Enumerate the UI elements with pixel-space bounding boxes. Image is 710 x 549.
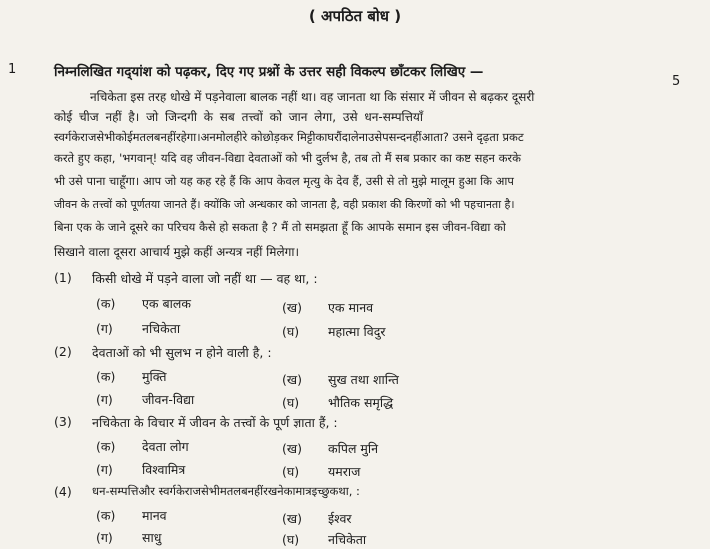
option-text: नचिकेता bbox=[328, 532, 367, 547]
instruction: निम्नलिखित गद्‌यांश को पढ़कर, दिए गए प्रश्नों के उत्तर सही विकल्प छाँटकर लिखिए — bbox=[54, 64, 484, 80]
passage-line: कोई चीज नहीं है। जो जिन्दगी के सब तत्त्वों को जान लेगा, उसे धन-सम्पत्तियाँ bbox=[54, 110, 423, 124]
passage-line: जीवन के तत्त्वों को पूर्णतया जानते हैं। क्योंकि जो अन्धकार को जानता है, वही प्रकाश की किरणों को भी पहचानता है। bbox=[54, 198, 515, 211]
option-text: साधु bbox=[142, 530, 162, 545]
option-text: महात्मा विदुर bbox=[328, 324, 386, 339]
option-label: (घ) bbox=[282, 395, 300, 410]
question-text: देवताओं को भी सुलभ न होने वाली है, : bbox=[92, 345, 272, 360]
option-label: (ग) bbox=[96, 392, 113, 407]
option-label: (ख) bbox=[282, 372, 302, 387]
option-label: (क) bbox=[96, 369, 116, 384]
option-label: (ख) bbox=[282, 441, 302, 456]
option-text: भौतिक समृद्धि bbox=[328, 395, 394, 410]
marks: 5 bbox=[672, 74, 681, 89]
passage-line: नचिकेता इस तरह धोखे में पड़नेवाला बालक नहीं था। वह जानता था कि संसार में जीवन से बढ़कर दूसरी bbox=[90, 90, 535, 104]
passage-line: भी उसे पाना चाहूँगा। आप जो यह कह रहे हैं कि आप केवल मृत्यु के देव हैं, उसी से तो मुझे मालूम हुआ कि आप bbox=[54, 174, 514, 188]
option-label: (क) bbox=[96, 508, 116, 523]
passage-line: सिखाने वाला दूसरा आचार्य मुझे कहीं अन्यत्र नहीं मिलेगा। bbox=[54, 245, 300, 259]
option-label: (क) bbox=[96, 296, 116, 311]
option-label: (ख) bbox=[282, 300, 302, 315]
section-heading: ( अपठित बोध ) bbox=[308, 7, 402, 25]
option-text: एक बालक bbox=[142, 296, 191, 311]
option-label: (ग) bbox=[96, 321, 113, 336]
option-label: (ग) bbox=[96, 530, 113, 545]
passage-line: बिना एक के जाने दूसरे का परिचय कैसे हो सकता है ? मैं तो समझता हूँ कि आपके समान इस जीवन-विद्या को bbox=[54, 220, 506, 234]
question-text: किसी धोखे में पड़ने वाला जो नहीं था — वह था, : bbox=[92, 271, 318, 286]
option-label: (घ) bbox=[282, 464, 300, 479]
question-text: नचिकेता के विचार में जीवन के तत्त्वों के पूर्ण ज्ञाता हैं, : bbox=[92, 415, 338, 430]
option-label: (ख) bbox=[282, 511, 302, 526]
question-number: (3) bbox=[54, 414, 72, 429]
passage-line: करते हुए कहा, 'भगवान्! यदि वह जीवन-विद्या देवताओं को भी दुर्लभ है, तब तो मैं सब प्रकार का कष्ट सहन करके bbox=[54, 151, 521, 165]
question-number: (2) bbox=[54, 344, 72, 359]
question-text: धन-सम्पत्तिऔर स्वर्गकेराजसेभीमतलबनहींरखनेकामात्रइच्छुकथा, : bbox=[92, 484, 360, 498]
option-label: (क) bbox=[96, 439, 116, 454]
option-text: एक मानव bbox=[328, 300, 374, 315]
option-text: सुख तथा शान्ति bbox=[328, 372, 399, 387]
option-label: (ग) bbox=[96, 462, 113, 477]
option-text: मुक्ति bbox=[142, 369, 167, 384]
question-number: 1 bbox=[8, 62, 17, 77]
option-text: मानव bbox=[142, 508, 167, 523]
option-text: ईश्वर bbox=[328, 511, 352, 526]
question-number: (1) bbox=[54, 270, 72, 285]
option-label: (घ) bbox=[282, 532, 300, 547]
option-text: यमराज bbox=[328, 464, 361, 479]
question-number: (4) bbox=[54, 484, 72, 499]
option-label: (घ) bbox=[282, 324, 300, 339]
option-text: नचिकेता bbox=[142, 321, 181, 336]
option-text: विश्वामित्र bbox=[142, 462, 186, 477]
option-text: कपिल मुनि bbox=[328, 441, 379, 456]
option-text: जीवन-विद्या bbox=[142, 392, 195, 407]
passage-line: स्वर्गकेराजसेभीकोईमतलबनहींरहेगा।अनमोलहीरे कोछोड़कर मिट्टीकाघरौंदालेनाउसेपसन्दनहींआता? उसने दृढ़ता प्रकट bbox=[54, 130, 524, 144]
option-text: देवता लोग bbox=[142, 439, 189, 454]
